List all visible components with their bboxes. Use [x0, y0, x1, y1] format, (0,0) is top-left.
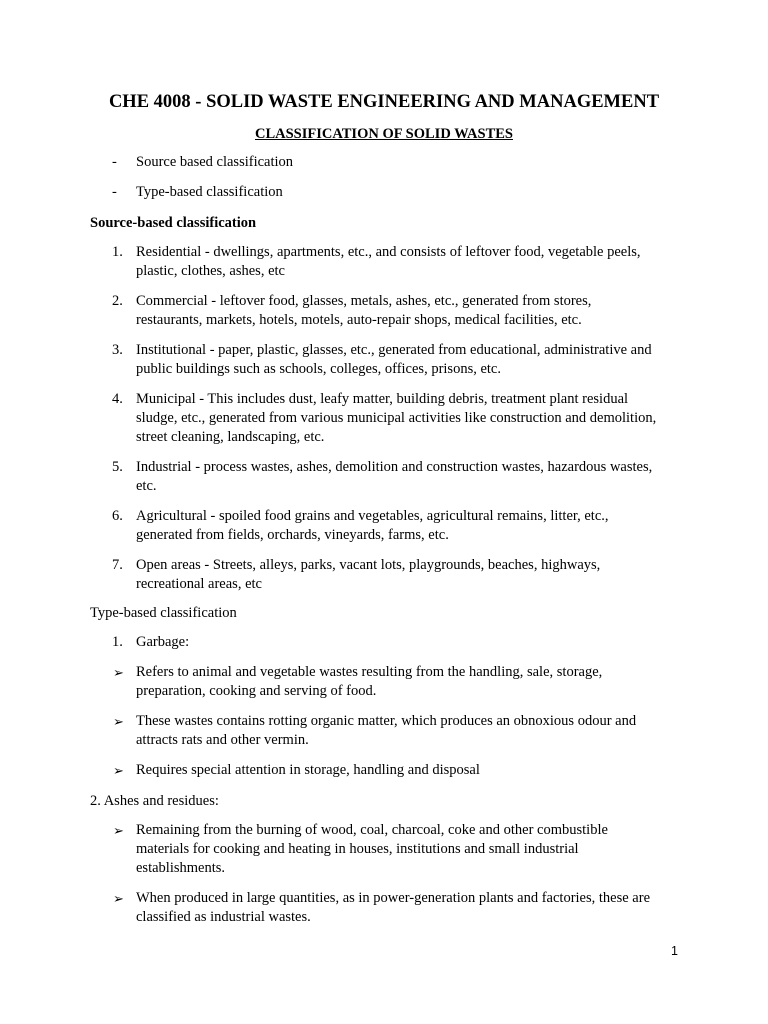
item-number: 1.	[112, 244, 123, 260]
item-text-line: Municipal - This includes dust, leafy matter, building debris, treatment plant residual	[136, 391, 629, 407]
subsection-label: 2. Ashes and residues:	[90, 793, 219, 809]
item-text-line: public buildings such as schools, colleges, offices, prisons, etc.	[136, 361, 501, 377]
arrow-bullet-icon: ➢	[113, 891, 124, 906]
arrow-bullet-icon: ➢	[113, 714, 124, 729]
arrow-bullet-icon: ➢	[113, 763, 124, 778]
page-title: CHE 4008 - SOLID WASTE ENGINEERING AND MANAGEMENT	[108, 92, 660, 112]
item-number: 4.	[112, 391, 123, 407]
bullet-text-line: Remaining from the burning of wood, coal, charcoal, coke and other combustible	[136, 822, 608, 838]
bullet-text-line: attracts rats and other vermin.	[136, 732, 309, 748]
section-heading-type: Type-based classification	[90, 605, 237, 621]
list-item: Type-based classification	[136, 184, 283, 200]
item-text-line: recreational areas, etc	[136, 576, 262, 592]
subsection-label: Garbage:	[136, 634, 190, 650]
item-text-line: Open areas - Streets, alleys, parks, vacant lots, playgrounds, beaches, highways,	[136, 557, 601, 573]
bullet-text-line: classified as industrial wastes.	[136, 909, 311, 925]
item-number: 2.	[112, 293, 123, 309]
item-text-line: Industrial - process wastes, ashes, demolition and construction wastes, hazardous wastes,	[136, 459, 653, 475]
list-marker: -	[112, 184, 117, 200]
item-number: 6.	[112, 508, 123, 524]
item-text-line: plastic, clothes, ashes, etc	[136, 263, 285, 279]
list-marker: -	[112, 154, 117, 170]
arrow-bullet-icon: ➢	[113, 665, 124, 680]
section-heading-source: Source-based classification	[90, 215, 257, 231]
bullet-text-line: establishments.	[136, 860, 226, 876]
bullet-text-line: materials for cooking and heating in houses, institutions and small industrial	[136, 841, 579, 857]
item-text-line: Institutional - paper, plastic, glasses, etc., generated from educational, administrative and	[136, 342, 652, 358]
bullet-text-line: These wastes contains rotting organic matter, which produces an obnoxious odour and	[136, 713, 637, 729]
item-text-line: Residential - dwellings, apartments, etc., and consists of leftover food, vegetable peels,	[136, 244, 641, 260]
item-number: 7.	[112, 557, 123, 573]
item-text-line: restaurants, markets, hotels, motels, auto-repair shops, medical facilities, etc.	[136, 312, 582, 328]
page-number: 1	[671, 944, 678, 958]
arrow-bullet-icon: ➢	[113, 823, 124, 838]
page-subtitle: CLASSIFICATION OF SOLID WASTES	[255, 126, 513, 142]
item-text-line: Commercial - leftover food, glasses, metals, ashes, etc., generated from stores,	[136, 293, 592, 309]
bullet-text-line: preparation, cooking and serving of food.	[136, 683, 377, 699]
item-text-line: street cleaning, landscaping, etc.	[136, 429, 325, 445]
list-item: Source based classification	[136, 154, 294, 170]
bullet-text-line: Refers to animal and vegetable wastes resulting from the handling, sale, storage,	[136, 664, 603, 680]
item-text-line: Agricultural - spoiled food grains and vegetables, agricultural remains, litter, etc.,	[136, 508, 609, 524]
bullet-text-line: Requires special attention in storage, handling and disposal	[136, 762, 480, 778]
item-text-line: sludge, etc., generated from various municipal activities like construction and demolition,	[136, 410, 657, 426]
item-number: 3.	[112, 342, 123, 358]
item-text-line: etc.	[136, 478, 157, 494]
bullet-text-line: When produced in large quantities, as in power-generation plants and factories, these are	[136, 890, 650, 906]
item-text-line: generated from fields, orchards, vineyards, farms, etc.	[136, 527, 449, 543]
item-number: 1.	[112, 634, 123, 650]
item-number: 5.	[112, 459, 123, 475]
